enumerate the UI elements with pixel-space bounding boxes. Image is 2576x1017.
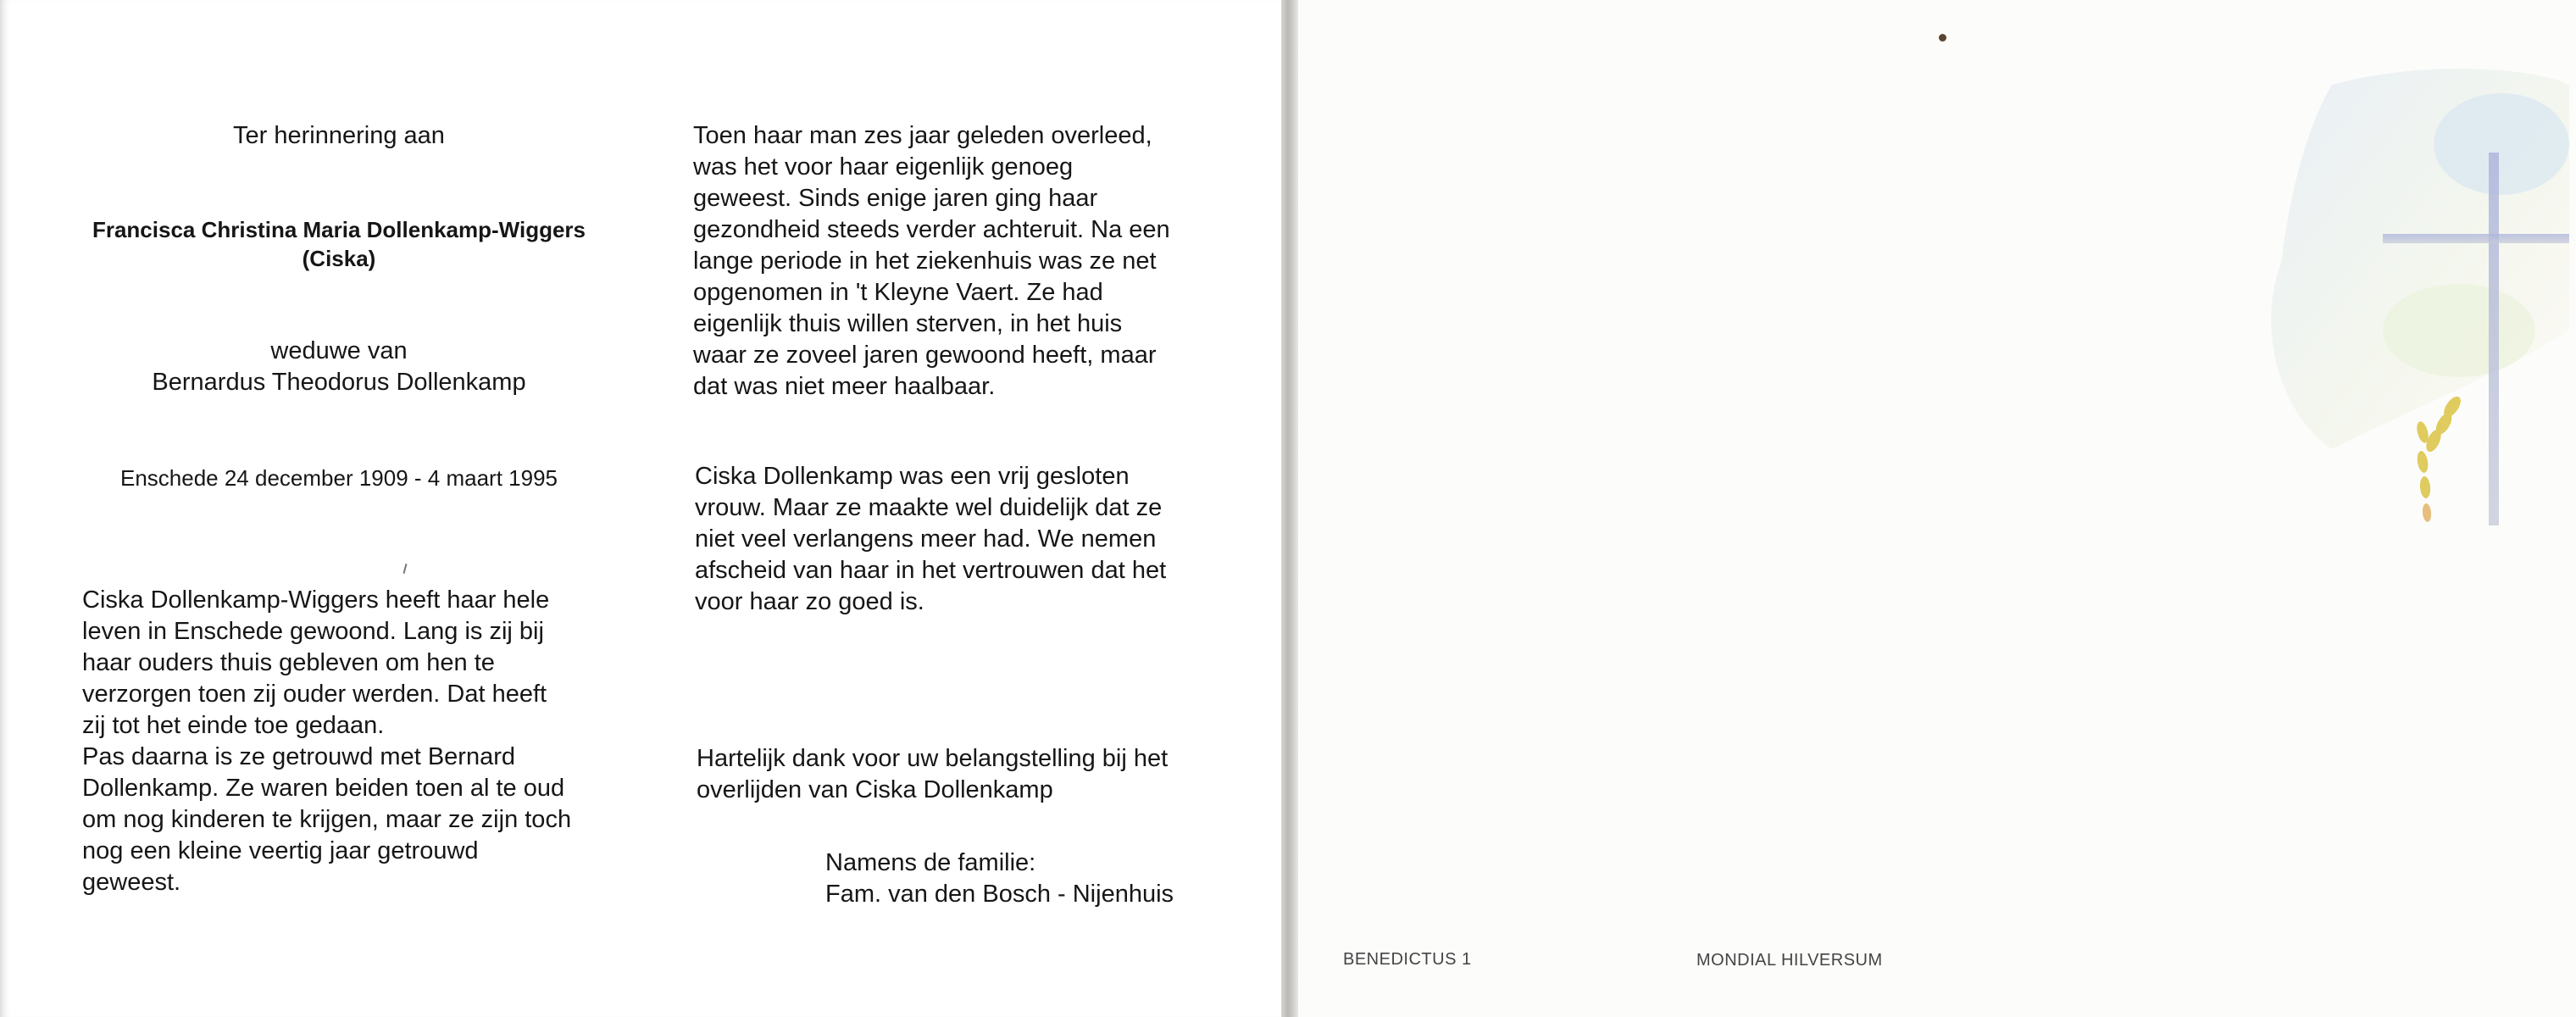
left-page xyxy=(0,0,1281,1017)
cross-illustration xyxy=(2061,51,2569,525)
widow-label: weduwe van xyxy=(270,337,408,364)
paragraph-two: Ciska Dollenkamp was een vrij gesloten vrouw. Maar ze maakte wel duidelijk dat ze niet veel verlangens meer had. We nemen afscheid van haar in het vertrouwen dat het voor haar zo goed is. xyxy=(695,463,1167,615)
signoff-label: Namens de familie: xyxy=(825,849,1036,876)
stray-mark xyxy=(402,564,407,574)
card-fold xyxy=(1281,0,1298,1017)
paper-speck xyxy=(1939,34,1946,42)
biography-text: Ciska Dollenkamp-Wiggers heeft haar hele leven in Enschede gewoond. Lang is zij bij haar ouders thuis gebleven om hen te verzorgen toen zij ouder werden. Dat heeft zij tot het einde toe gedaan. Pas daarna is ze getrouwd met Bernard Dollenkamp. Ze waren beiden toen al te oud om nog kinderen te krijgen, maar ze zijn toch nog een kleine veertig jaar getrouwd geweest. xyxy=(82,586,572,896)
series-label: BENEDICTUS 1 xyxy=(1343,950,1472,969)
signoff-name: Fam. van den Bosch - Nijenhuis xyxy=(825,881,1174,908)
right-page xyxy=(1298,0,2576,1017)
thanks-text: Hartelijk dank voor uw belangstelling bij het overlijden van Ciska Dollenkamp xyxy=(697,745,1169,803)
publisher-label: MONDIAL HILVERSUM xyxy=(1696,951,1883,970)
deceased-name: Francisca Christina Maria Dollenkamp-Wiggers xyxy=(92,217,586,242)
intro-text: Ter herinnering aan xyxy=(233,122,445,149)
life-dates: Enschede 24 december 1909 - 4 maart 1995 xyxy=(119,465,558,491)
husband-name: Bernardus Theodorus Dollenkamp xyxy=(152,369,526,396)
deceased-nickname: (Ciska) xyxy=(302,246,376,271)
paragraph-one: Toen haar man zes jaar geleden overleed, was het voor haar eigenlijk genoeg geweest. Sinds enige jaren ging haar gezondheid steeds verder achteruit. Na een lange periode in het ziekenhuis was ze net opgenomen in 't Kleyne Vaert. Ze had eigenlijk thuis willen sterven, in het huis waar ze zoveel jaren gewoond heeft, maar dat was niet meer haalbaar. xyxy=(693,122,1170,400)
